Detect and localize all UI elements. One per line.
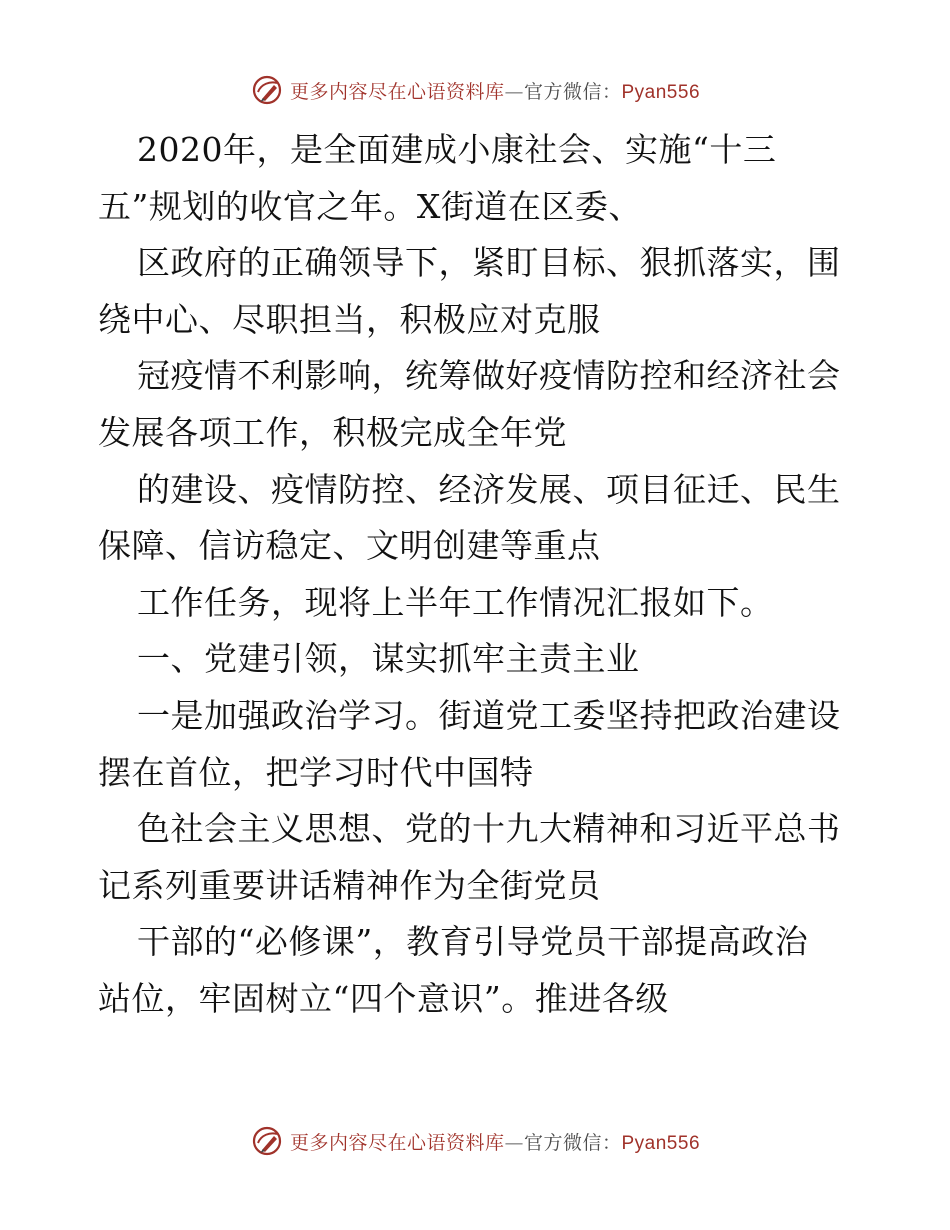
watermark-title: 更多内容尽在心语资料库: [289, 1131, 505, 1154]
footer-watermark: [0, 1121, 950, 1161]
watermark-text: [290, 77, 700, 104]
pen-logo-icon: [250, 73, 284, 107]
watermark-id: Pyan556: [621, 81, 701, 103]
paragraph-line: 五”规划的收官之年。X街道在区委、: [98, 186, 642, 226]
document-body: [98, 122, 858, 1028]
watermark-title: 更多内容尽在心语资料库: [289, 80, 505, 103]
watermark-dash: —: [504, 1131, 524, 1154]
watermark-dash: —: [504, 80, 524, 103]
paragraph-line: 记系列重要讲话精神作为全街党员: [98, 865, 601, 905]
paragraph-line: 工作任务，现将上半年工作情况汇报如下。: [137, 582, 774, 622]
paragraph-line: 绕中心、尽职担当，积极应对克服: [98, 299, 601, 339]
paragraph-line: 干部的“必修课”，教育引导党员干部提高政治: [137, 922, 809, 962]
paragraph-line: 的建设、疫情防控、经济发展、项目征迁、民生: [137, 469, 841, 509]
watermark-id: Pyan556: [621, 1132, 701, 1154]
paragraph-line: 冠疫情不利影响，统筹做好疫情防控和经济社会: [137, 356, 841, 396]
paragraph-line: 一是加强政治学习。街道党工委坚持把政治建设: [137, 695, 841, 735]
paragraph-line: 色社会主义思想、党的十九大精神和习近平总书: [137, 809, 841, 849]
watermark-label: 官方微信：: [523, 80, 622, 103]
paragraph-line: 发展各项工作，积极完成全年党: [98, 412, 567, 452]
paragraph-line: 保障、信访稳定、文明创建等重点: [98, 526, 601, 566]
paragraph-line: 区政府的正确领导下，紧盯目标、狠抓落实，围: [137, 243, 841, 283]
paragraph-line: 一、党建引领，谋实抓牢主责主业: [137, 639, 640, 679]
header-watermark: [0, 70, 950, 110]
pen-logo-icon: [250, 1124, 284, 1158]
watermark-label: 官方微信：: [523, 1131, 622, 1154]
paragraph-line: 摆在首位，把学习时代中国特: [98, 752, 534, 792]
paragraph-line: 2020年，是全面建成小康社会、实施“十三: [137, 130, 777, 169]
watermark-text: [290, 1128, 700, 1155]
paragraph-line: 站位，牢固树立“四个意识”。推进各级: [98, 978, 669, 1018]
